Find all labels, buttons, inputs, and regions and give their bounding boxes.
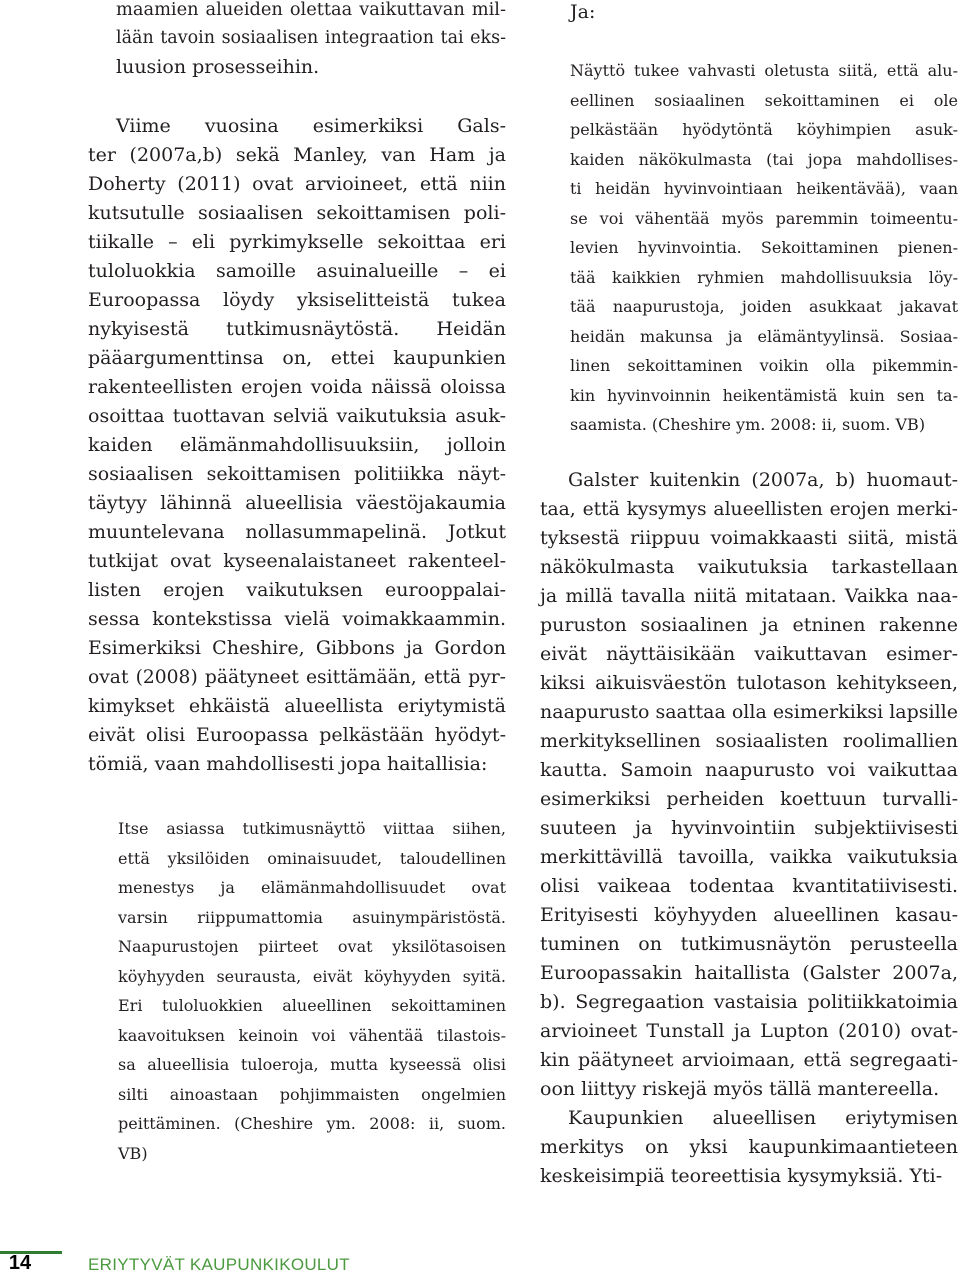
text-line: tutkijat ovat kyseenalaistaneet rakenteel- [88,550,506,572]
text-line: muuntelevana nollasummapelinä. Jotkut [88,521,506,543]
text-line: Erityisesti köyhyyden alueellinen kasau- [540,904,958,926]
text-line: kaiden näkökulmasta (tai jopa mahdollises- [570,149,958,169]
text-line: Naapurustojen piirteet ovat yksilötasoisen [118,937,506,956]
text-line: VB) [118,1143,148,1163]
page-number: 14 [8,1252,32,1274]
text-line: oon liittyy riskejä myös tällä mantereella. [540,1078,940,1100]
text-line: lään tavoin sosiaalisen integraation tai eks- [116,28,506,48]
text-line: Esimerkiksi Cheshire, Gibbons ja Gordon [88,637,506,659]
text-line: kin hyvinvoinnin heikentämistä kuin sen ta- [570,385,958,405]
right-block-quote [570,56,958,440]
text-line: köyhyyden seurausta, eivät köyhyyden syitä. [118,966,506,986]
right-main-paragraph [540,466,958,1191]
text-line: levien hyvinvointia. Sekoittaminen pienen- [570,238,958,257]
text-line: Doherty (2011) ovat arvioineet, että niin [88,173,506,195]
text-line: eellinen sosiaalinen sekoittaminen ei ole [570,90,958,110]
text-line: täytyy lähinnä alueellisia väestöjakaumia [88,492,506,514]
text-line: tömiä, vaan mahdollisesti jopa haitallisia: [88,753,488,775]
left-top-paragraph [116,0,506,82]
text-line: sessa kontekstissa vielä voimakkaammin. [88,608,506,630]
text-line: Itse asiassa tutkimusnäyttö viittaa siihen, [118,819,506,838]
text-line: nykyisestä tutkimusnäytöstä. Heidän [88,318,506,340]
text-line: Näyttö tukee vahvasti oletusta siitä, että alu- [570,61,958,80]
running-head: ERIYTYVÄT KAUPUNKIKOULUT [88,1255,350,1274]
text-line: naapurusto saattaa olla esimerkiksi lapsille [540,701,958,723]
text-line: maamien alueiden olettaa vaikuttavan mil- [116,0,506,20]
text-line: kaavoituksen keinoin voi vähentää tilastois- [118,1025,506,1045]
text-line: linen sekoittaminen voikin olla pikemmin- [570,356,958,375]
left-main-paragraph [88,112,506,779]
text-line: taa, että kysymys alueellisten erojen merki- [540,499,958,520]
text-line: varsin riippumattomia asuinympäristöstä. [118,907,506,927]
text-line: ja millä tavalla niitä mitataan. Vaikka naa- [540,585,958,607]
text-line: listen erojen vaikutuksen eurooppalai- [88,579,506,601]
text-line: Galster kuitenkin (2007a, b) huomaut- [568,469,958,491]
text-line: Viime vuosina esimerkiksi Gals- [116,115,506,137]
text-line: sosiaalisen sekoittamisen politiikka näyt- [88,463,506,485]
text-line: Euroopassa löydy yksiselitteistä tukea [88,289,506,311]
text-line: eivät olisi Euroopassa pelkästään hyödyt- [88,724,506,746]
text-line: Kaupunkien alueellisen eriytymisen [568,1107,958,1129]
text-line: sa alueellisia tuloeroja, mutta kyseessä olisi [118,1055,506,1074]
text-line: arvioineet Tunstall ja Lupton (2010) ovat- [540,1020,958,1042]
text-line: olisi vaikeaa todentaa kvantitatiivisesti. [540,875,958,897]
text-line: luusion prosesseihin. [116,56,320,78]
right-intro [570,0,960,27]
text-line: kin päätyneet arvioimaan, että segregaati- [540,1049,958,1071]
left-block-quote [118,814,506,1168]
text-line: tiikalle – eli pyrkimykselle sekoittaa eri [88,231,506,253]
text-line: Eri tuloluokkien alueellinen sekoittaminen [118,996,506,1015]
text-line: tuminen on tutkimusnäytön perusteella [540,933,958,955]
text-line: kautta. Samoin naapurusto voi vaikuttaa [540,759,958,781]
text-line: rakenteellisten erojen voida näissä oloissa [88,376,506,398]
text-line: että yksilöiden ominaisuudet, taloudellinen [118,848,506,868]
text-line: Euroopassakin haitallista (Galster 2007a, [540,962,958,984]
text-line: merkitys on yksi kaupunkimaantieteen [540,1136,958,1158]
text-line: eivät näyttäisikään vaikuttavan esimer- [540,643,958,665]
text-line: se voi vähentää myös paremmin toimeentu- [570,208,958,228]
text-line: kimykset ehkäistä alueellista eriytymistä [88,695,506,717]
text-line: osoittaa tuottavan selviä vaikutuksia asuk- [88,405,506,427]
text-line: merkityksellinen sosiaalisten roolimallien [540,730,958,752]
text-line: kutsutulle sosiaalisen sekoittamisen poli- [88,202,506,224]
text-line: menestys ja elämänmahdollisuudet ovat [118,878,506,897]
text-line: keskeisimpiä teoreettisia kysymyksiä. Yti- [540,1165,943,1187]
text-line: peittäminen. (Cheshire ym. 2008: ii, suom. [118,1114,506,1133]
text-line: silti ainoastaan pohjimmaisten ongelmien [118,1084,506,1104]
text-line: ter (2007a,b) sekä Manley, van Ham ja [88,144,506,166]
text-line: tyksestä riippuu voimakkaasti siitä, mistä [540,527,958,549]
text-line: heidän makunsa ja elämäntyylinsä. Sosiaa- [570,326,958,346]
intro-line: Ja: [570,1,596,23]
text-line: suuteen ja hyvinvointiin subjektiivisesti [540,817,958,839]
text-line: ovat (2008) päätyneet esittämään, että pyr- [88,667,506,688]
text-line: näkökulmasta vaikutuksia tarkastellaan [540,556,958,578]
text-line: saamista. (Cheshire ym. 2008: ii, suom. VB) [570,415,926,434]
text-line: pelkästään hyödytöntä köyhimpien asuk- [570,120,958,139]
text-line: esimerkiksi perheiden koettuun turvalli- [540,788,958,810]
text-line: pääargumenttinsa on, ettei kaupunkien [88,347,506,369]
text-line: tää kaikkien ryhmien mahdollisuuksia löy- [570,267,958,287]
text-line: tää naapurustoja, joiden asukkaat jakavat [570,297,958,316]
text-line: puruston sosiaalinen ja etninen rakenne [540,614,958,636]
text-line: merkittävillä tavoilla, vaikka vaikutuksia [540,846,958,868]
text-line: kiksi aikuisväestön tulotason kehitykseen, [540,672,958,694]
text-line: b). Segregaation vastaisia politiikkatoimia [540,991,958,1013]
text-line: tuloluokkia samoille asuinalueille – ei [88,260,506,282]
text-line: ti heidän hyvinvointiaan heikentävää), vaan [570,179,958,198]
text-line: kaiden elämänmahdollisuuksiin, jolloin [88,434,506,456]
